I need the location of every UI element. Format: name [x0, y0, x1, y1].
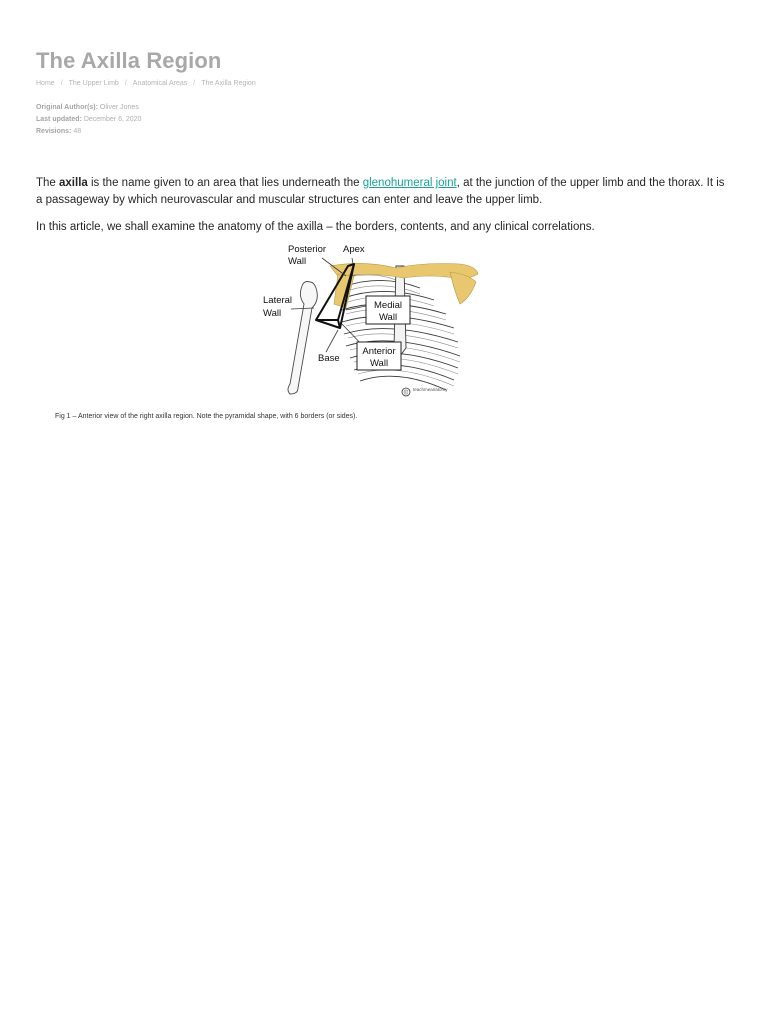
breadcrumb-upper-limb[interactable]: The Upper Limb — [68, 80, 119, 87]
label-posterior-wall-line2: Wall — [288, 256, 307, 267]
breadcrumb-separator: / — [193, 80, 196, 87]
label-posterior-wall-line1: Posterior — [288, 244, 327, 255]
article-content — [36, 46, 726, 420]
scope-paragraph: In this article, we shall examine the anatomy of the axilla – the borders, contents, and any clinical correlations. — [36, 221, 595, 233]
axilla-figure — [254, 238, 524, 400]
label-lateral-wall-line2: Wall — [263, 308, 282, 319]
label-anterior-wall-line1: Anterior — [362, 346, 396, 357]
updated-date: December 6, 2020 — [83, 116, 142, 123]
updated-line: Last updated: December 6, 2020 — [36, 116, 142, 123]
breadcrumb-home[interactable]: Home — [36, 80, 55, 87]
revisions-count: 48 — [73, 128, 82, 135]
copyright-symbol: © — [403, 390, 409, 397]
label-medial-wall-line2: Wall — [378, 312, 398, 323]
watermark-text: teachmeanatomy — [413, 387, 448, 392]
breadcrumb — [36, 79, 726, 89]
article-meta — [36, 102, 726, 138]
label-base: Base — [318, 353, 340, 364]
breadcrumb-separator: / — [124, 80, 127, 87]
intro-paragraph: The axilla is the name given to an area that lies underneath the glenohumeral joint, at the junction of the upper limb and the thorax. It is a passageway by which neurovascular and muscular structures can enter and leave the upper limb. — [36, 177, 725, 206]
breadcrumb-anatomical-areas[interactable]: Anatomical Areas — [132, 80, 188, 87]
axilla-diagram — [254, 238, 524, 400]
page-title: The Axilla Region — [36, 48, 222, 73]
label-medial-wall-line1: Medial — [374, 300, 402, 311]
figure-caption: Fig 1 – Anterior view of the right axilla region. Note the pyramidal shape, with 6 borders (or sides). — [55, 413, 358, 420]
breadcrumb-separator: / — [60, 80, 63, 87]
label-anterior-wall-line2: Wall — [369, 358, 389, 369]
breadcrumb-axilla-region[interactable]: The Axilla Region — [201, 80, 256, 87]
author-line: Original Author(s): Oliver Jones — [36, 104, 139, 111]
article-body — [36, 175, 726, 236]
axilla-term: axilla — [59, 177, 88, 189]
author-name: Oliver Jones — [99, 104, 139, 111]
revisions-line: Revisions: 48 — [36, 128, 82, 135]
glenohumeral-joint-link[interactable]: glenohumeral joint — [362, 177, 457, 189]
label-apex: Apex — [343, 244, 365, 255]
label-lateral-wall-line1: Lateral — [263, 295, 293, 306]
